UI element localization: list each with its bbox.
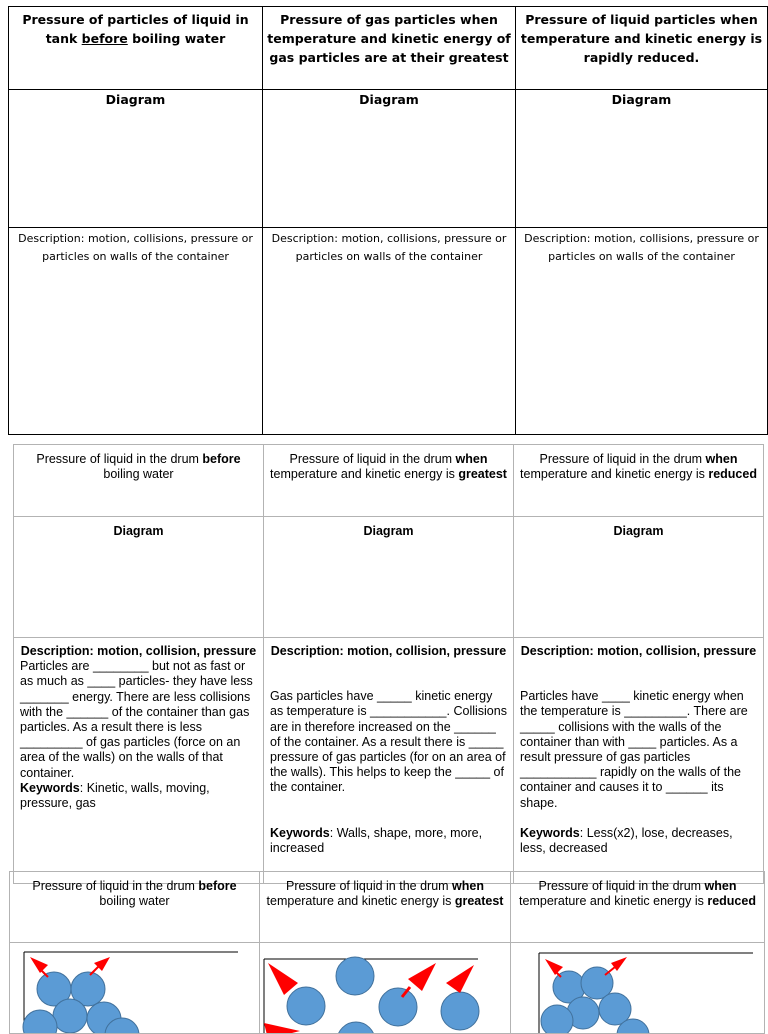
header-cell-reduced (514, 445, 764, 517)
diagram-cell (516, 90, 768, 228)
header-text: boiling water (127, 31, 226, 46)
diagram-row (9, 90, 768, 228)
particle (541, 1005, 573, 1033)
particle (23, 1010, 57, 1033)
arrow-icon (446, 965, 474, 993)
keywords-line (520, 826, 757, 856)
header-cell-reduced (511, 872, 765, 943)
header-emphasis: before (198, 879, 237, 893)
header-emphasis: when (705, 452, 738, 466)
header-text: Pressure of liquid in the drum (32, 879, 199, 893)
header-emphasis: when (455, 452, 488, 466)
diagram-label: Diagram (113, 524, 164, 538)
particles-liquid-diagram (10, 943, 260, 1033)
keywords-label: Keywords (520, 825, 580, 840)
description-title-part: Description (270, 644, 340, 658)
diagram-label: Diagram (611, 92, 672, 107)
description-title: Description: motion, collision, pressure (20, 644, 257, 658)
keywords-label: Keywords (20, 780, 80, 795)
diagram-picture-before (10, 943, 260, 1034)
description-label: Description: motion, collisions, pressure or particles on walls of the container (524, 232, 759, 263)
description-cell-greatest (264, 638, 514, 884)
description-title: Description: motion, collision, pressure (520, 644, 757, 658)
description-cell (9, 228, 263, 435)
diagram-cell (514, 517, 764, 638)
header-text: Pressure of liquid in the drum (538, 879, 705, 893)
diagram-label: Diagram (613, 524, 664, 538)
description-cell (516, 228, 768, 435)
header-text: temperature and kinetic energy is (266, 894, 455, 908)
particle (287, 987, 325, 1025)
header-emphasis: greatest (454, 894, 504, 908)
header-emphasis: when (452, 879, 484, 893)
particle-pressure-table-diagrams (9, 871, 765, 1034)
diagram-label: Diagram (105, 92, 166, 107)
header-emphasis: when (704, 879, 737, 893)
header-text: boiling water (99, 894, 170, 908)
diagram-row (14, 517, 764, 638)
arrow-icon (30, 957, 48, 973)
picture-row (10, 943, 765, 1034)
arrow-icon (545, 959, 563, 975)
header-text: temperature and kinetic energy is (520, 467, 709, 481)
particle (441, 992, 479, 1030)
header-cell-greatest (263, 7, 516, 90)
header-text: Pressure of liquid in the drum (36, 452, 203, 466)
arrow-icon (264, 1023, 300, 1033)
description-body: Particles have ____ kinetic energy when the temperature is _________. There are _____ collisions with the walls of the container than with ____ particles. As a result pressure of gas particles ___________ rapidly on the walls of the container and causes it to ______ its shape. (520, 689, 748, 810)
header-emphasis: before (202, 452, 241, 466)
description-body: Particles are ________ but not as fast or as much as ____ particles- they have less _______ energy. There are less collisions with the ______ of the container than gas particles. As a result there is less _________ of gas particles (force on an area of the walls) on the walls of that container. (20, 659, 253, 780)
particle (336, 957, 374, 995)
keywords-text: : Less(x2), lose, decreases, less, decreased (520, 825, 733, 856)
header-text: temperature and kinetic energy is (519, 894, 708, 908)
header-text: Pressure of liquid in the drum (285, 879, 453, 893)
particle (53, 999, 87, 1033)
particle-pressure-table-blank (8, 6, 768, 435)
header-emphasis: greatest (458, 467, 507, 481)
diagram-cell (9, 90, 263, 228)
header-text: boiling water (103, 467, 174, 481)
description-cell-reduced (514, 638, 764, 884)
header-row (10, 872, 765, 943)
diagram-cell (263, 90, 516, 228)
description-title (270, 644, 507, 659)
diagram-cell (264, 517, 514, 638)
header-cell-before (9, 7, 263, 90)
header-cell-before (10, 872, 260, 943)
header-emphasis: reduced (708, 467, 757, 481)
diagram-cell (14, 517, 264, 638)
description-label: Description: motion, collisions, pressure or particles on walls of the container (18, 232, 253, 263)
description-cell (263, 228, 516, 435)
diagram-picture-greatest (260, 943, 511, 1034)
keywords-label: Keywords (270, 825, 330, 840)
particles-gas-diagram (260, 943, 511, 1033)
keywords-line (20, 781, 257, 811)
header-cell-before (14, 445, 264, 517)
description-row (9, 228, 768, 435)
header-text: Pressure of gas particles when temperature and kinetic energy of gas particles are at their greatest (267, 12, 511, 65)
header-text: temperature and kinetic energy is (270, 467, 459, 481)
arrow-icon (268, 963, 298, 995)
keywords-text: : Kinetic, walls, moving, pressure, gas (20, 780, 210, 811)
particles-cooling-diagram (511, 943, 765, 1033)
description-label: Description: motion, collisions, pressure or particles on walls of the container (271, 232, 507, 263)
particle (379, 988, 417, 1026)
keywords-text: : Walls, shape, more, more, increased (270, 825, 483, 855)
particle-pressure-table-answers (13, 444, 764, 884)
diagram-label: Diagram (363, 524, 414, 538)
diagram-label: Diagram (359, 92, 419, 107)
keywords-line (270, 826, 507, 856)
description-cell-before (14, 638, 264, 884)
header-emphasis: reduced (707, 894, 756, 908)
header-cell-reduced (516, 7, 768, 90)
header-text: Pressure of particles of liquid in tank (22, 12, 249, 46)
header-emphasis: before (81, 31, 128, 46)
header-row (9, 7, 768, 90)
header-text: Pressure of liquid particles when temperature and kinetic energy is rapidly reduced. (520, 12, 763, 65)
header-cell-greatest (260, 872, 511, 943)
description-body: Gas particles have _____ kinetic energy as temperature is ___________. Collisions are in therefore increased on the ______ of the container. As a result there is _____ pressure of gas particles (for on an area of the walls). This helps to keep the _____ of the container. (270, 689, 507, 795)
arrow-icon (408, 963, 436, 991)
header-row (14, 445, 764, 517)
description-row (14, 638, 764, 884)
header-text: Pressure of liquid in the drum (539, 452, 706, 466)
header-text: Pressure of liquid in the drum (289, 452, 456, 466)
diagram-picture-reduced (511, 943, 765, 1034)
header-cell-greatest (264, 445, 514, 517)
description-title-part: : motion, collision, pressure (339, 644, 507, 658)
